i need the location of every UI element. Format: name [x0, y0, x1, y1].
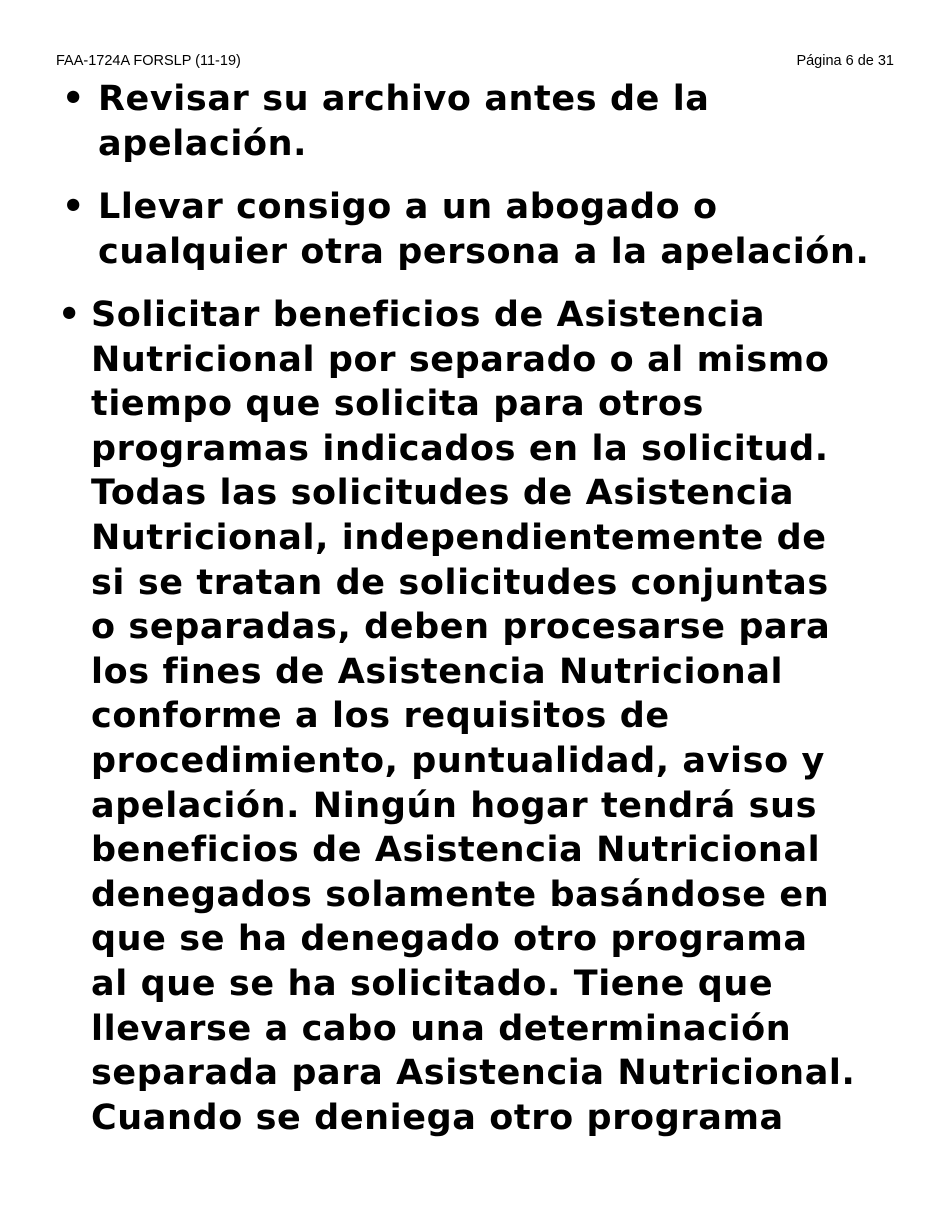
bullet-text: Solicitar beneficios de Asistencia Nutricional por separado o al mismo tiempo que solicita para otros programas indicados en la solicitud. Todas las solicitudes de Asistencia Nutricional, independientemente de si se tratan de solicitudes conjuntas o separadas, deben procesarse para los fines de Asistencia Nutricional conforme a los requisitos de procedimiento, puntualidad, aviso y apelación. Ningún hogar tendrá sus beneficios de Asistencia Nutricional denegados solamente basándose en que se ha denegado otro programa al que se ha solicitado. Tiene que llevarse a cabo una determinación separada para Asistencia Nutricional. Cuando se deniega otro programa [91, 295, 856, 1138]
bullet-icon: • [62, 79, 85, 119]
bullet-item-review-file [62, 77, 710, 166]
page-header [56, 52, 894, 70]
bullet-icon: • [62, 187, 85, 227]
bullet-icon: • [58, 295, 81, 335]
bullet-text: Llevar consigo a un abogado o cualquier otra persona a la apelación. [98, 187, 870, 272]
page-number: Página 6 de 31 [796, 53, 894, 69]
bullet-item-apply-benefits [58, 293, 855, 1140]
bullet-item-bring-lawyer [62, 185, 869, 274]
bullet-text: Revisar su archivo antes de la apelación. [98, 79, 710, 164]
form-id: FAA-1724A FORSLP (11-19) [56, 53, 241, 69]
